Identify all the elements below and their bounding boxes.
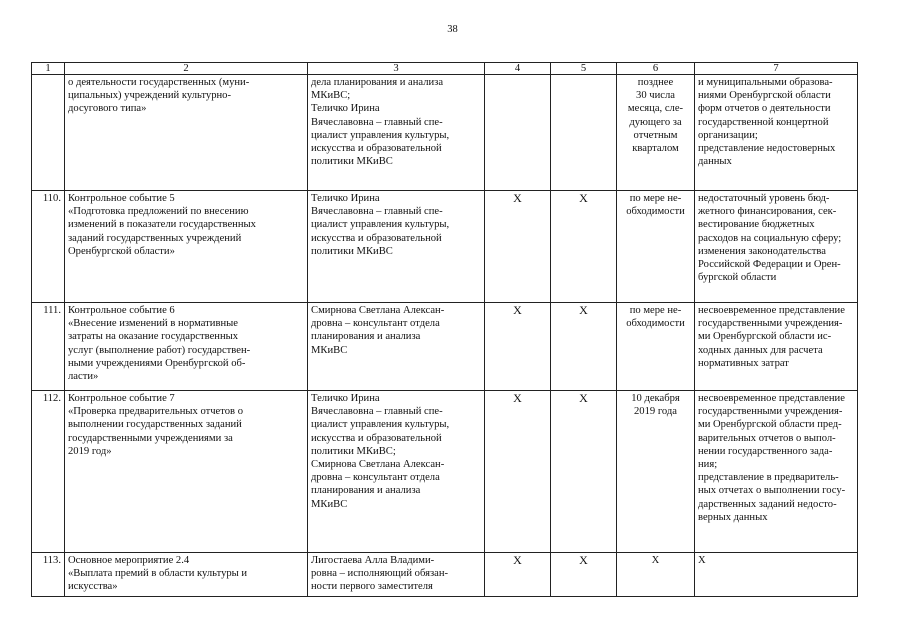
responsible-person-text: Теличко Ирина Вячеславовна – главный спе- циалист управления культуры, искусства и образовательной политики МКиВС bbox=[311, 193, 450, 257]
column-4-mark bbox=[485, 75, 551, 191]
deadline-text: по мере не- обходимости bbox=[626, 193, 685, 218]
column-4-mark bbox=[485, 553, 551, 597]
event-name bbox=[65, 75, 308, 191]
responsible-person-text: Лигостаева Алла Владими- ровна – исполняющий обязан- ности первого заместителя bbox=[311, 555, 449, 593]
page-number: 38 bbox=[447, 24, 458, 35]
column-header: 2 bbox=[65, 63, 308, 75]
responsible-person bbox=[308, 75, 485, 191]
deadline-text: по мере не- обходимости bbox=[626, 305, 685, 330]
column-5-mark-text: X bbox=[579, 191, 588, 205]
event-name-text: Контрольное событие 6 «Внесение изменений в нормативные затраты на оказание государственных услуг (выполнение работ) государствен- ными учреждениями Оренбургской об- ласти» bbox=[68, 305, 251, 383]
event-name bbox=[65, 191, 308, 303]
column-4-mark bbox=[485, 391, 551, 553]
row-number bbox=[32, 391, 65, 553]
row-number bbox=[32, 75, 65, 191]
responsible-person bbox=[308, 191, 485, 303]
table-row bbox=[32, 553, 858, 597]
column-5-mark bbox=[551, 303, 617, 391]
row-number-text: 112. bbox=[42, 393, 61, 404]
column-header-row bbox=[32, 63, 858, 75]
responsible-person-text: Смирнова Светлана Алексан- дровна – консультант отдела планирования и анализа МКиВС bbox=[311, 305, 445, 356]
event-name-text: Контрольное событие 5 «Подготовка предложений по внесению изменений в показатели государственных заданий государственных учреждений Оренбургской области» bbox=[68, 193, 256, 257]
responsible-person-text: дела планирования и анализа МКиВС; Теличко Ирина Вячеславовна – главный спе- циалист управления культуры, искусства и образовательной политики МКиВС bbox=[311, 77, 450, 168]
event-name bbox=[65, 391, 308, 553]
row-number-text: 110. bbox=[42, 193, 61, 204]
deadline bbox=[617, 191, 695, 303]
responsible-person bbox=[308, 391, 485, 553]
deadline bbox=[617, 553, 695, 597]
column-5-mark bbox=[551, 391, 617, 553]
risks-description-text: X bbox=[698, 555, 706, 566]
column-5-mark bbox=[551, 75, 617, 191]
plan-table bbox=[31, 62, 858, 597]
row-number bbox=[32, 553, 65, 597]
column-5-mark bbox=[551, 191, 617, 303]
column-header: 4 bbox=[485, 63, 551, 75]
risks-description bbox=[695, 553, 858, 597]
event-name-text: Контрольное событие 7 «Проверка предварительных отчетов о выполнении государственных заданий государственными учреждениями за 2019 год» bbox=[68, 393, 243, 457]
risks-description-text: недостаточный уровень бюд- жетного финансирования, сек- вестирование бюджетных расходов на социальную сферу; изменения законодательства Российской Федерации и Орен- бургской области bbox=[698, 193, 842, 284]
row-number-text: 111. bbox=[43, 305, 61, 316]
row-number bbox=[32, 303, 65, 391]
deadline-text: X bbox=[651, 555, 660, 566]
risks-description-text: несвоевременное представление государственными учреждения- ми Оренбургской области ис- ходных данных для расчета нормативных затрат bbox=[698, 305, 845, 369]
row-number-text: 113. bbox=[42, 555, 61, 566]
event-name bbox=[65, 303, 308, 391]
column-5-mark-text: X bbox=[579, 303, 588, 317]
risks-description bbox=[695, 191, 858, 303]
deadline bbox=[617, 391, 695, 553]
event-name-text: о деятельности государственных (муни- ципальных) учреждений культурно- досугового типа» bbox=[68, 77, 250, 115]
column-4-mark-text: X bbox=[513, 191, 522, 205]
column-4-mark-text: X bbox=[513, 553, 522, 567]
column-5-mark-text: X bbox=[579, 391, 588, 405]
column-header: 7 bbox=[695, 63, 858, 75]
deadline-text: 10 декабря 2019 года bbox=[631, 393, 680, 418]
responsible-person-text: Теличко Ирина Вячеславовна – главный спе- циалист управления культуры, искусства и образовательной политики МКиВС; Смирнова Светлана Алексан- дровна – консультант отдела планирования и анализа МКиВС bbox=[311, 393, 450, 510]
column-4-mark-text: X bbox=[513, 391, 522, 405]
table-row bbox=[32, 75, 858, 191]
event-name bbox=[65, 553, 308, 597]
column-4-mark bbox=[485, 303, 551, 391]
column-header: 3 bbox=[308, 63, 485, 75]
deadline-text: позднее 30 числа месяца, сле- дующего за отчетным кварталом bbox=[627, 77, 684, 155]
deadline bbox=[617, 303, 695, 391]
column-header: 6 bbox=[617, 63, 695, 75]
column-header: 5 bbox=[551, 63, 617, 75]
risks-description-text: и муниципальными образова- ниями Оренбургской области форм отчетов о деятельности государственной концертной организации; представление недостоверных данных bbox=[698, 77, 836, 168]
deadline bbox=[617, 75, 695, 191]
column-header: 1 bbox=[32, 63, 65, 75]
column-5-mark-text: X bbox=[579, 553, 588, 567]
table-row bbox=[32, 191, 858, 303]
column-4-mark bbox=[485, 191, 551, 303]
table-row bbox=[32, 303, 858, 391]
risks-description bbox=[695, 391, 858, 553]
column-4-mark-text: X bbox=[513, 303, 522, 317]
risks-description-text: несвоевременное представление государственными учреждения- ми Оренбургской области пред- варительных отчетов о выпол- нении государственного зада- ния; представление в предваритель- ных отчетах о выполнении госу- дарственных заданий недосто- верных данных bbox=[698, 393, 846, 523]
row-number bbox=[32, 191, 65, 303]
risks-description bbox=[695, 75, 858, 191]
table-row bbox=[32, 391, 858, 553]
risks-description bbox=[695, 303, 858, 391]
event-name-text: Основное мероприятие 2.4 «Выплата премий в области культуры и искусства» bbox=[68, 555, 248, 593]
responsible-person bbox=[308, 553, 485, 597]
column-5-mark bbox=[551, 553, 617, 597]
responsible-person bbox=[308, 303, 485, 391]
